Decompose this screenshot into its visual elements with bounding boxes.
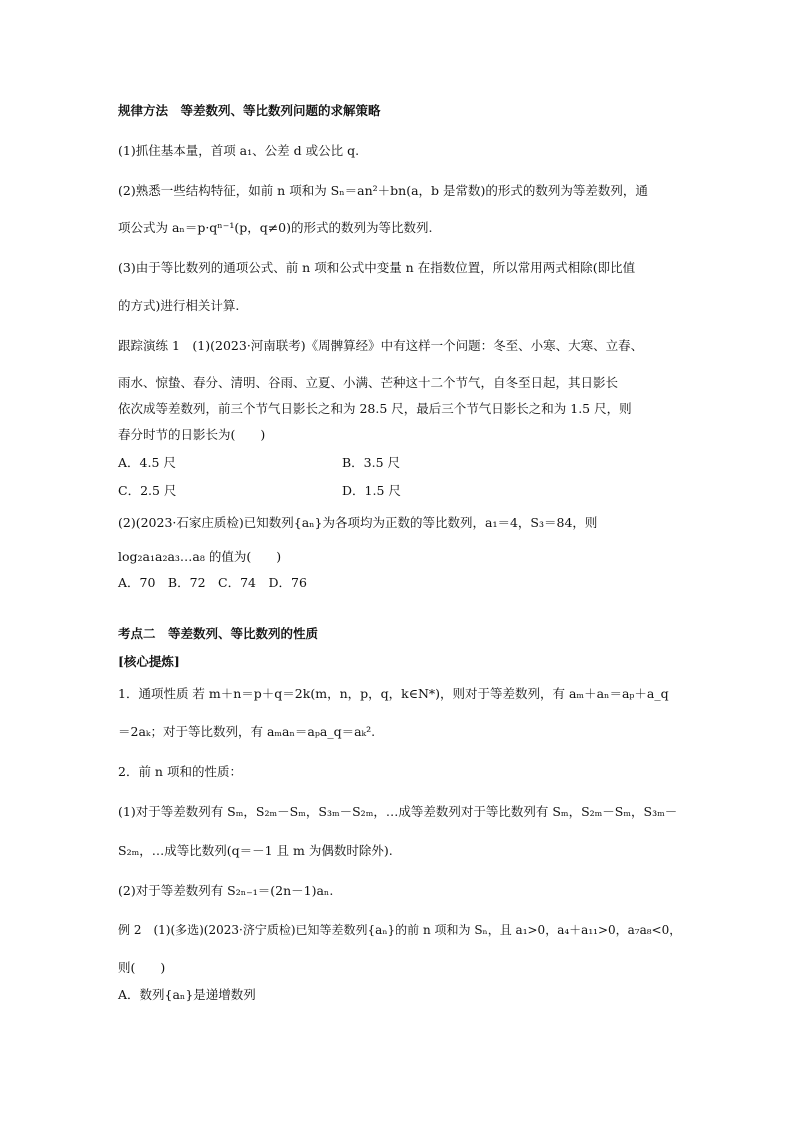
paragraph: 2．前 n 项和的性质： [118, 764, 242, 779]
example-question: 例 2 (1)(多选)(2023·济宁质检)已知等差数列{aₙ}的前 n 项和为 Sₙ，且 a₁>0，a₄＋a₁₁>0，a₇a₈<0， [118, 923, 682, 937]
option-b: B．3.5 尺 [342, 455, 401, 470]
paragraph: S₂ₘ，…成等比数列(q＝－1 且 m 为偶数时除外). [118, 843, 393, 858]
option-a: A．数列{aₙ}是递增数列 [118, 987, 256, 1002]
exercise-question: 跟踪演练 1 (1)(2023·河南联考)《周髀算经》中有这样一个问题：冬至、小寒、大寒、立春、 [118, 338, 644, 353]
paragraph: (1)对于等差数列有 Sₘ，S₂ₘ－Sₘ，S₃ₘ－S₂ₘ，…成等差数列对于等比数列有 Sₘ，S₂ₘ－Sₘ，S₃ₘ－ [118, 804, 678, 819]
paragraph: (1)抓住基本量，首项 a₁、公差 d 或公比 q. [118, 143, 360, 158]
exercise-question: 依次成等差数列，前三个节气日影长之和为 28.5 尺，最后三个节气日影长之和为 1.5 尺，则 [118, 401, 632, 416]
section-title-properties: 考点二 等差数列、等比数列的性质 [118, 626, 319, 641]
exercise-question: 雨水、惊蛰、春分、清明、谷雨、立夏、小满、芒种这十二个节气，自冬至日起，其日影长 [118, 375, 619, 390]
section-title-strategy: 规律方法 等差数列、等比数列问题的求解策略 [118, 103, 381, 118]
core-tag: [核心提炼] [118, 654, 180, 669]
option-c: C．2.5 尺 [118, 483, 177, 498]
exercise-question: 春分时节的日影长为( ) [118, 427, 266, 442]
paragraph: (2)对于等差数列有 S₂ₙ₋₁＝(2n－1)aₙ. [118, 883, 334, 898]
paragraph: (2)熟悉一些结构特征，如前 n 项和为 Sₙ＝an²＋bn(a，b 是常数)的形式的数列为等差数列，通 [118, 183, 648, 198]
paragraph: 项公式为 aₙ＝p·qⁿ⁻¹(p，q≠0)的形式的数列为等比数列. [118, 220, 433, 235]
exercise-question: log₂a₁a₂a₃…a₈ 的值为( ) [118, 549, 282, 564]
options-line: A．70 B．72 C．74 D．76 [118, 575, 307, 590]
paragraph: 1．通项性质 若 m＋n＝p＋q＝2k(m，n，p，q，k∈N*)，则对于等差数列，有 aₘ＋aₙ＝aₚ＋a_q [118, 686, 669, 701]
example-question: 则( ) [118, 960, 166, 975]
option-d: D．1.5 尺 [342, 483, 401, 498]
paragraph: ＝2aₖ；对于等比数列，有 aₘaₙ＝aₚa_q＝aₖ². [118, 724, 376, 739]
exercise-question: (2)(2023·石家庄质检)已知数列{aₙ}为各项均为正数的等比数列，a₁＝4，S₃＝84，则 [118, 515, 598, 530]
paragraph: (3)由于等比数列的通项公式、前 n 项和公式中变量 n 在指数位置，所以常用两式相除(即比值 [118, 260, 636, 275]
option-a: A．4.5 尺 [118, 455, 176, 470]
paragraph: 的方式)进行相关计算. [118, 298, 240, 313]
